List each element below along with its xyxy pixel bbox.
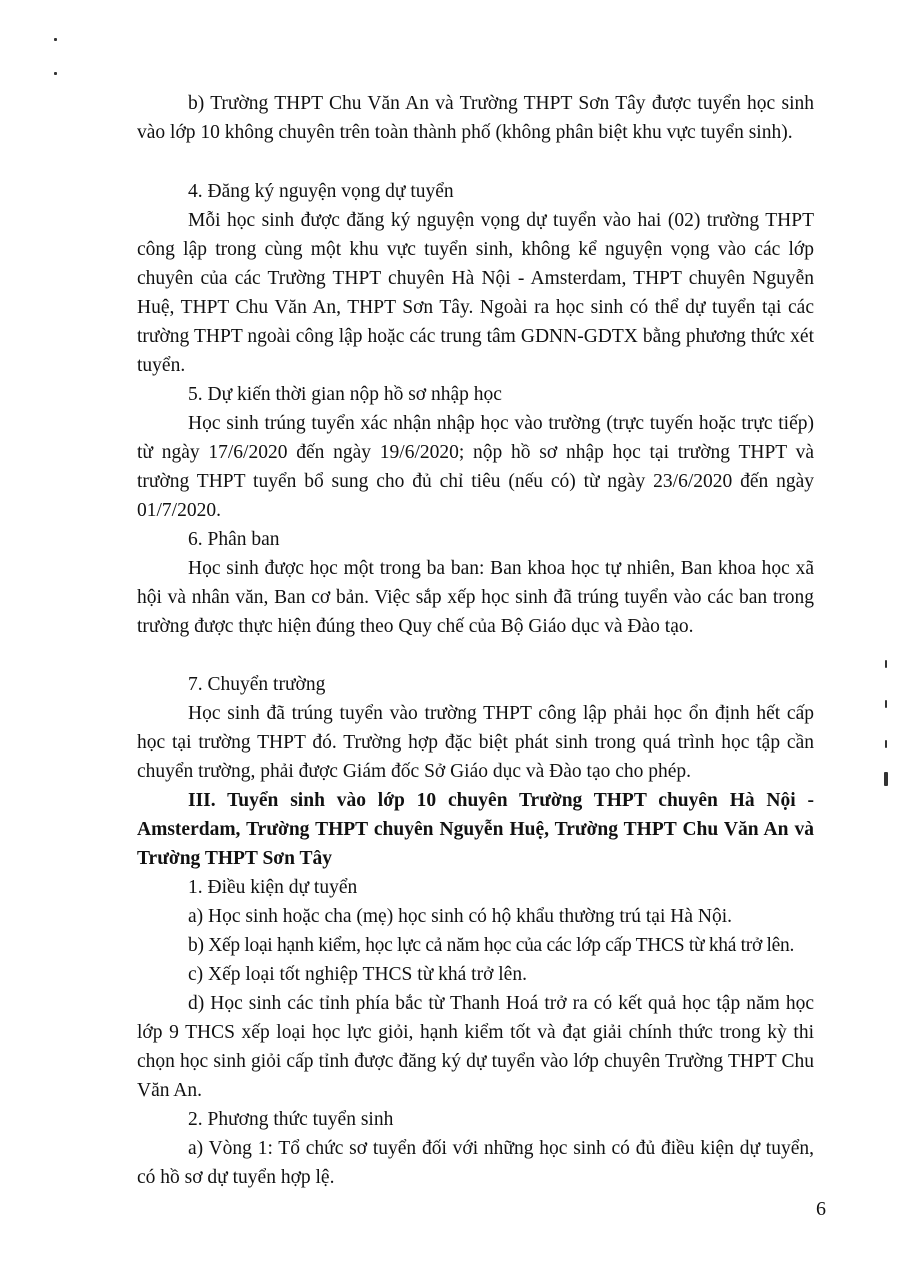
paragraph-thoi-gian-nop-ho-so: Học sinh trúng tuyển xác nhận nhập học vào trường (trực tuyến hoặc trực tiếp) từ ngày 17/6/2020 đến ngày 19/6/2020; nộp hồ sơ nhập học tại trường THPT và trường THPT tuyển bổ sung cho đủ chỉ tiêu (nếu có) từ ngày 23/6/2020 đến ngày 01/7/2020. [137, 413, 814, 521]
paragraph-dieu-kien-d: d) Học sinh các tỉnh phía bắc từ Thanh Hoá trở ra có kết quả học tập năm học lớp 9 THCS xếp loại học lực giỏi, hạnh kiểm tốt và đạt giải chính thức trong kỳ thi chọn học sinh giỏi cấp tỉnh được đăng ký dự tuyển vào lớp chuyên Trường THPT Chu Văn An. [137, 993, 814, 1101]
scan-mark [885, 740, 887, 748]
scan-mark [885, 700, 887, 708]
section-heading-iii: III. Tuyển sinh vào lớp 10 chuyên Trường THPT chuyên Hà Nội - Amsterdam, Trường THPT chuyên Nguyễn Huệ, Trường THPT Chu Văn An và Trường THPT Sơn Tây [137, 790, 814, 869]
paragraph-dieu-kien-a: a) Học sinh hoặc cha (mẹ) học sinh có hộ khẩu thường trú tại Hà Nội. [188, 906, 732, 927]
paragraph-dieu-kien-b: b) Xếp loại hạnh kiểm, học lực cả năm học của các lớp cấp THCS từ khá trở lên. [188, 935, 795, 956]
scan-mark [54, 72, 57, 75]
heading-phuong-thuc-tuyen-sinh: 2. Phương thức tuyển sinh [188, 1109, 394, 1130]
heading-dieu-kien-du-tuyen: 1. Điều kiện dự tuyển [188, 877, 358, 898]
paragraph-phan-ban: Học sinh được học một trong ba ban: Ban khoa học tự nhiên, Ban khoa học xã hội và nhân văn, Ban cơ bản. Việc sắp xếp học sinh đã trúng tuyển vào các ban trong trường được thực hiện đúng theo Quy chế của Bộ Giáo dục và Đào tạo. [137, 558, 814, 637]
heading-chuyen-truong: 7. Chuyển trường [188, 674, 326, 695]
paragraph-dieu-kien-c: c) Xếp loại tốt nghiệp THCS từ khá trở lên. [188, 964, 527, 985]
page-number: 6 [816, 1198, 826, 1220]
heading-phan-ban: 6. Phân ban [188, 529, 280, 550]
paragraph-chuyen-truong: Học sinh đã trúng tuyển vào trường THPT công lập phải học ổn định hết cấp học tại trường THPT đó. Trường hợp đặc biệt phát sinh trong quá trình học tập cần chuyển trường, phải được Giám đốc Sở Giáo dục và Đào tạo cho phép. [137, 703, 814, 782]
paragraph-truong-khong-chuyen: b) Trường THPT Chu Văn An và Trường THPT Sơn Tây được tuyển học sinh vào lớp 10 không chuyên trên toàn thành phố (không phân biệt khu vực tuyển sinh). [137, 93, 814, 143]
paragraph-nguyen-vong: Mỗi học sinh được đăng ký nguyện vọng dự tuyển vào hai (02) trường THPT công lập trong cùng một khu vực tuyển sinh, không kể nguyện vọng vào các lớp chuyên của các Trường THPT chuyên Hà Nội - Amsterdam, THPT chuyên Nguyễn Huệ, THPT Chu Văn An, THPT Sơn Tây. Ngoài ra học sinh có thể dự tuyển tại các trường THPT ngoài công lập hoặc các trung tâm GDNN-GDTX bằng phương thức xét tuyển. [137, 210, 814, 376]
scan-mark [884, 772, 888, 786]
scan-mark [885, 660, 887, 668]
heading-thoi-gian-nop-ho-so: 5. Dự kiến thời gian nộp hồ sơ nhập học [188, 384, 502, 405]
scan-mark [54, 38, 57, 41]
paragraph-vong-1: a) Vòng 1: Tổ chức sơ tuyển đối với những học sinh có đủ điều kiện dự tuyển, có hồ sơ dự tuyển hợp lệ. [137, 1138, 814, 1188]
heading-dang-ky-nguyen-vong: 4. Đăng ký nguyện vọng dự tuyển [188, 181, 454, 202]
